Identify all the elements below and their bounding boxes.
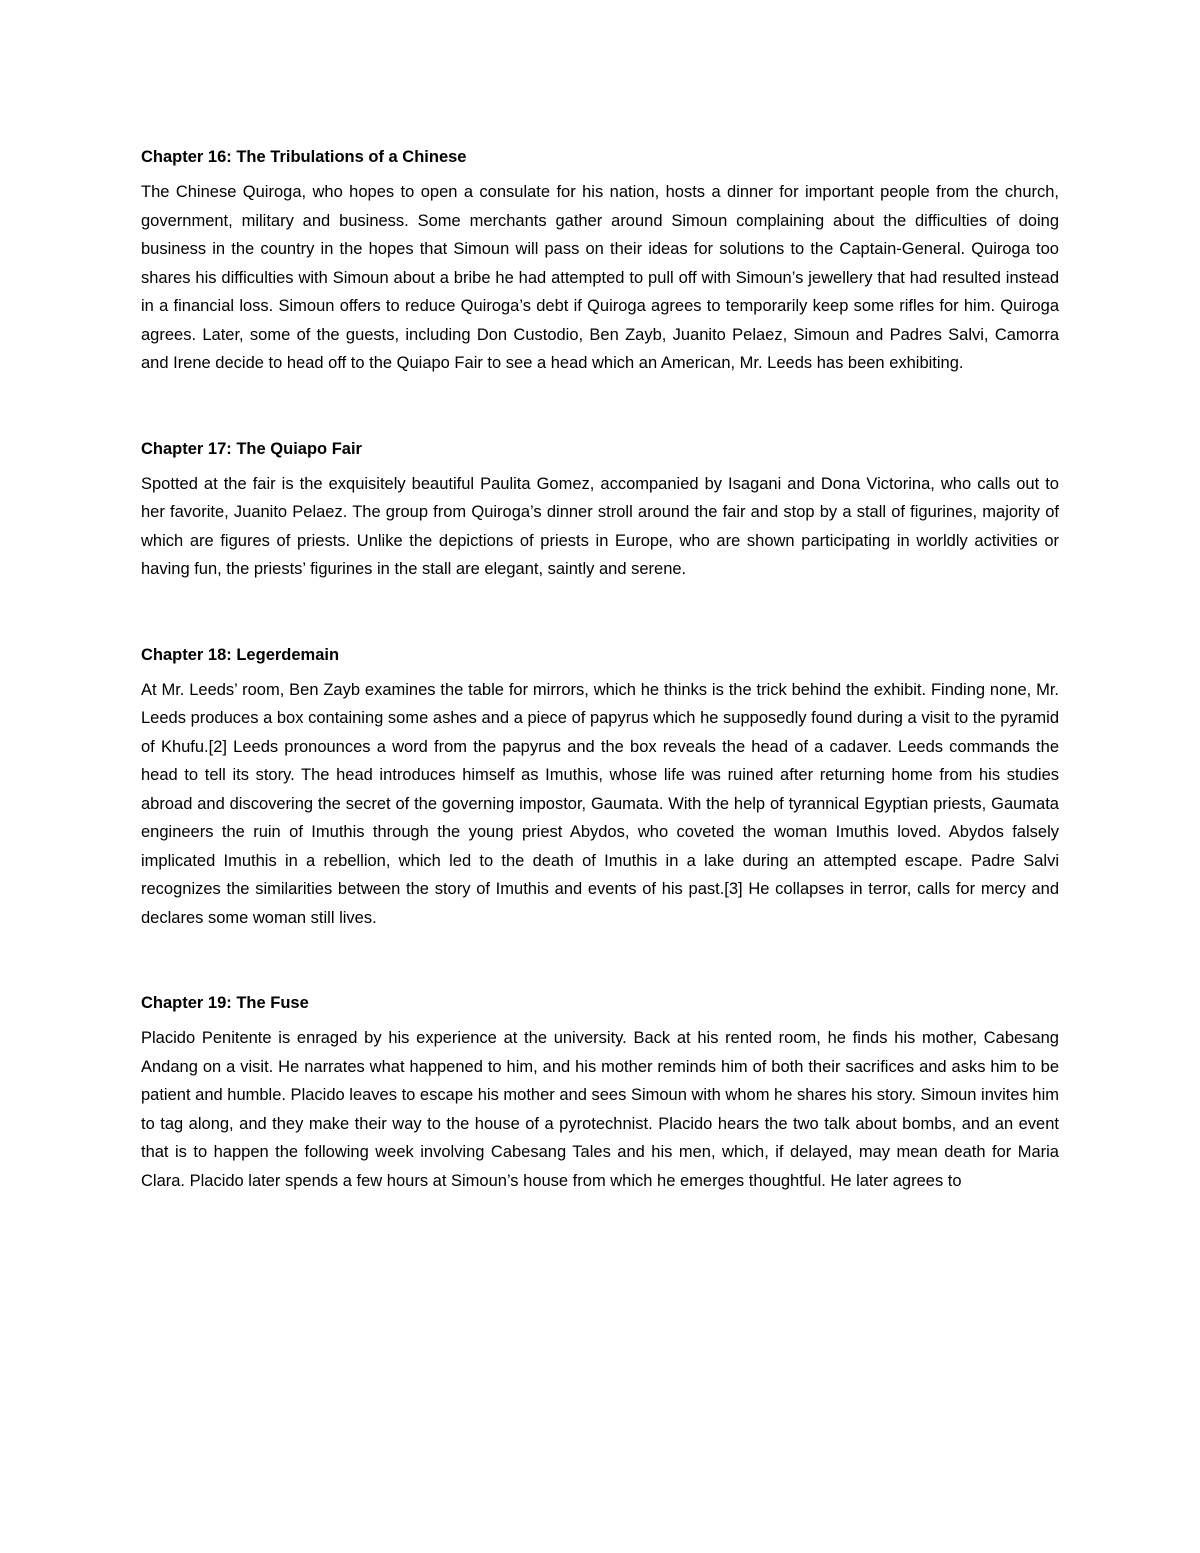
chapter-16-body: The Chinese Quiroga, who hopes to open a consulate for his nation, hosts a dinner for important people from the church, government, military and business. Some merchants gather around Simoun complaining about the difficulties of doing business in the country in the hopes that Simoun will pass on their ideas for solutions to the Captain-General. Quiroga too shares his difficulties with Simoun about a bribe he had attempted to pull off with Simoun’s jewellery that had resulted instead in a financial loss. Simoun offers to reduce Quiroga’s debt if Quiroga agrees to temporarily keep some rifles for him. Quiroga agrees. Later, some of the guests, including Don Custodio, Ben Zayb, Juanito Pelaez, Simoun and Padres Salvi, Camorra and Irene decide to head off to the Quiapo Fair to see a head which an American, Mr. Leeds has been exhibiting. [141,183,1059,372]
chapter-18-body: At Mr. Leeds’ room, Ben Zayb examines the table for mirrors, which he thinks is the trick behind the exhibit. Finding none, Mr. Leeds produces a box containing some ashes and a piece of papyrus which he supposedly found during a visit to the pyramid of Khufu.[2] Leeds pronounces a word from the papyrus and the box reveals the head of a cadaver. Leeds commands the head to tell its story. The head introduces himself as Imuthis, whose life was ruined after returning home from his studies abroad and discovering the secret of the governing impostor, Gaumata. With the help of tyrannical Egyptian priests, Gaumata engineers the ruin of Imuthis through the young priest Abydos, who coveted the woman Imuthis loved. Abydos falsely implicated Imuthis in a rebellion, which led to the death of Imuthis in a lake during an attempted escape. Padre Salvi recognizes the similarities between the story of Imuthis and events of his past.[3] He collapses in terror, calls for mercy and declares some woman still lives. [141,680,1059,927]
chapter-19-section [141,989,1059,1195]
chapter-16-title: Chapter 16: The Tribulations of a Chinese [141,148,467,166]
chapter-17-title: Chapter 17: The Quiapo Fair [141,439,362,458]
chapter-17-body: Spotted at the fair is the exquisitely beautiful Paulita Gomez, accompanied by Isagani and Dona Victorina, who calls out to her favorite, Juanito Pelaez. The group from Quiroga’s dinner stroll around the fair and stop by a stall of figurines, majority of which are figures of priests. Unlike the depictions of priests in Europe, who are shown participating in worldly activities or having fun, the priests’ figurines in the stall are elegant, saintly and serene. [141,474,1059,578]
chapter-17-section [141,435,1059,584]
chapter-16-section [141,143,1059,378]
chapter-18-section [141,641,1059,933]
chapter-18-title: Chapter 18: Legerdemain [141,645,340,664]
chapter-19-title: Chapter 19: The Fuse [141,994,309,1012]
chapter-19-body: Placido Penitente is enraged by his experience at the university. Back at his rented room, he finds his mother, Cabesang Andang on a visit. He narrates what happened to him, and his mother reminds him of both their sacrifices and asks him to be patient and humble. Placido leaves to escape his mother and sees Simoun with whom he shares his story. Simoun invites him to tag along, and they make their way to the house of a pyrotechnist. Placido hears the two talk about bombs, and an event that is to happen the following week involving Cabesang Tales and his men, which, if delayed, may mean death for Maria Clara. Placido later spends a few hours at Simoun’s house from which he emerges thoughtful. He later agrees to [141,1029,1059,1190]
document-page [141,143,1059,1252]
